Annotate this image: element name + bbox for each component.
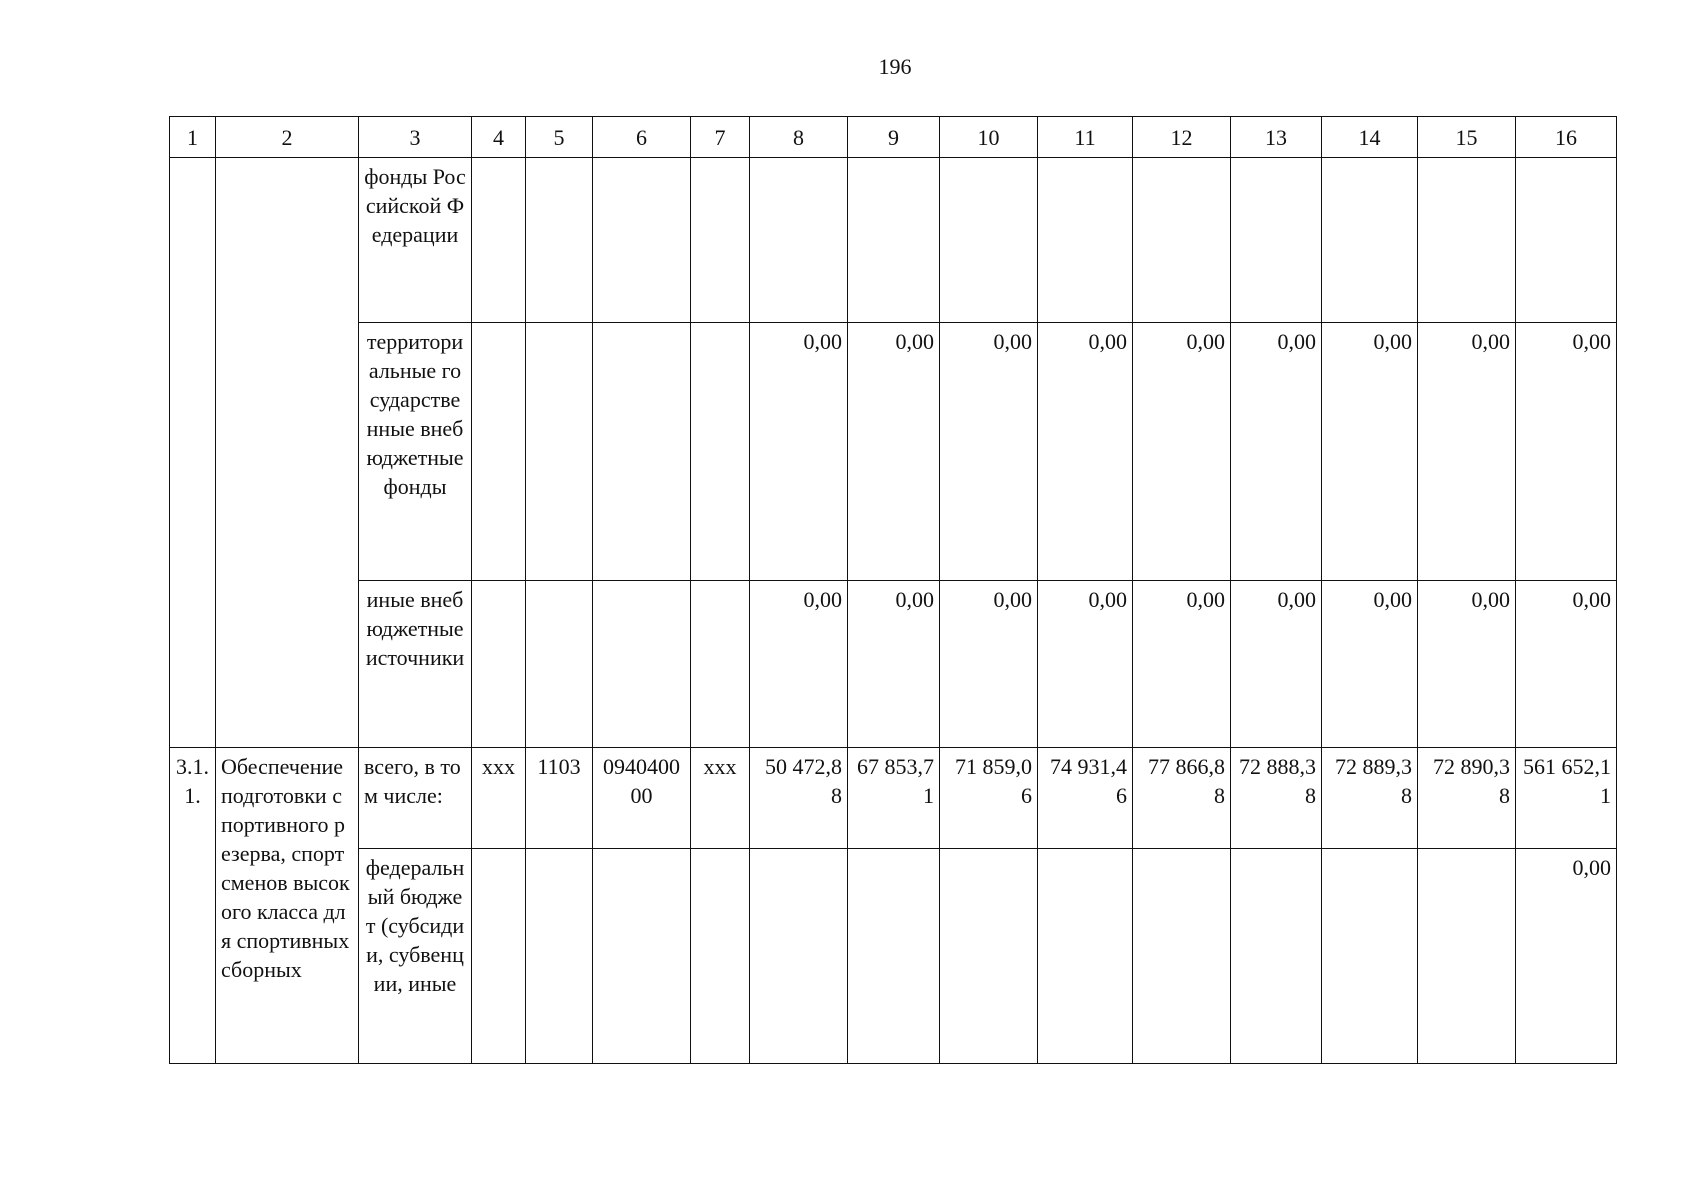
header-cell: 12	[1133, 117, 1231, 158]
cell-col5	[526, 849, 593, 1064]
value-cell	[750, 849, 848, 1064]
value-cell: 74 931,46	[1038, 748, 1133, 849]
value-cell: 0,00	[1322, 323, 1418, 581]
value-cell: 0,00	[940, 581, 1038, 748]
header-cell: 1	[170, 117, 216, 158]
cell-col7: ххх	[691, 748, 750, 849]
cell-col7	[691, 158, 750, 323]
cell-col4	[472, 581, 526, 748]
cell-col6	[593, 323, 691, 581]
value-cell	[848, 158, 940, 323]
value-cell: 0,00	[1038, 323, 1133, 581]
value-cell: 0,00	[848, 581, 940, 748]
cell-col5	[526, 323, 593, 581]
header-cell: 5	[526, 117, 593, 158]
cell-col5	[526, 158, 593, 323]
value-cell	[1418, 849, 1516, 1064]
cell-col6	[593, 849, 691, 1064]
source-label: территориальные государственные внебюджетные фонды	[359, 323, 472, 581]
cell-col6	[593, 581, 691, 748]
value-cell: 0,00	[750, 581, 848, 748]
table-row-fonds	[170, 158, 1617, 323]
header-cell: 3	[359, 117, 472, 158]
value-cell	[750, 158, 848, 323]
value-cell: 0,00	[1516, 323, 1617, 581]
value-cell: 0,00	[1418, 323, 1516, 581]
header-cell: 10	[940, 117, 1038, 158]
cell-col4: ххх	[472, 748, 526, 849]
value-cell: 561 652,11	[1516, 748, 1617, 849]
cell-col4	[472, 158, 526, 323]
cell-col5: 1103	[526, 748, 593, 849]
value-cell: 0,00	[750, 323, 848, 581]
header-cell: 9	[848, 117, 940, 158]
cell-col7	[691, 849, 750, 1064]
header-cell: 7	[691, 117, 750, 158]
header-row	[170, 117, 1617, 158]
table-row-federal	[170, 849, 1617, 1064]
value-cell	[1418, 158, 1516, 323]
value-cell: 72 888,38	[1231, 748, 1322, 849]
table-row-vsego	[170, 748, 1617, 849]
value-cell: 50 472,88	[750, 748, 848, 849]
source-label: фонды Российской Федерации	[359, 158, 472, 323]
value-cell: 0,00	[1516, 849, 1617, 1064]
header-cell: 2	[216, 117, 359, 158]
value-cell: 0,00	[940, 323, 1038, 581]
table-row-territ	[170, 323, 1617, 581]
value-cell	[940, 158, 1038, 323]
value-cell: 0,00	[1322, 581, 1418, 748]
value-cell: 0,00	[1231, 581, 1322, 748]
value-cell	[1231, 158, 1322, 323]
value-cell: 0,00	[1231, 323, 1322, 581]
value-cell	[1516, 158, 1617, 323]
cell-col4	[472, 849, 526, 1064]
value-cell: 72 890,38	[1418, 748, 1516, 849]
table-row-inye	[170, 581, 1617, 748]
value-cell	[1038, 158, 1133, 323]
value-cell: 0,00	[1038, 581, 1133, 748]
header-cell: 16	[1516, 117, 1617, 158]
value-cell	[1322, 849, 1418, 1064]
value-cell	[848, 849, 940, 1064]
header-cell: 14	[1322, 117, 1418, 158]
source-label: всего, в том числе:	[359, 748, 472, 849]
value-cell	[1322, 158, 1418, 323]
page-number: 196	[878, 54, 912, 79]
header-cell: 6	[593, 117, 691, 158]
header-cell: 4	[472, 117, 526, 158]
value-cell: 77 866,88	[1133, 748, 1231, 849]
value-cell: 67 853,71	[848, 748, 940, 849]
budget-table	[169, 116, 1617, 1064]
value-cell	[940, 849, 1038, 1064]
header-cell: 11	[1038, 117, 1133, 158]
cell-col6: 094040000	[593, 748, 691, 849]
value-cell: 0,00	[1516, 581, 1617, 748]
header-cell: 13	[1231, 117, 1322, 158]
cell-col5	[526, 581, 593, 748]
header-cell: 15	[1418, 117, 1516, 158]
cell-col4	[472, 323, 526, 581]
cell-col6	[593, 158, 691, 323]
value-cell: 0,00	[1133, 581, 1231, 748]
number-cell-empty	[170, 158, 216, 748]
cell-col7	[691, 581, 750, 748]
value-cell: 0,00	[848, 323, 940, 581]
cell-col7	[691, 323, 750, 581]
value-cell: 72 889,38	[1322, 748, 1418, 849]
value-cell	[1133, 158, 1231, 323]
item-number: 3.1.1.	[170, 748, 216, 1064]
item-name: Обеспечение подготовки спортивного резерва, спортсменов высокого класса для спортивных сборных	[216, 748, 359, 1064]
value-cell: 0,00	[1418, 581, 1516, 748]
value-cell: 71 859,06	[940, 748, 1038, 849]
source-label: федеральный бюджет (субсидии, субвенции, иные	[359, 849, 472, 1064]
value-cell	[1133, 849, 1231, 1064]
header-cell: 8	[750, 117, 848, 158]
value-cell: 0,00	[1133, 323, 1231, 581]
value-cell	[1038, 849, 1133, 1064]
value-cell	[1231, 849, 1322, 1064]
name-cell-empty	[216, 158, 359, 748]
source-label: иные внебюджетные источники	[359, 581, 472, 748]
